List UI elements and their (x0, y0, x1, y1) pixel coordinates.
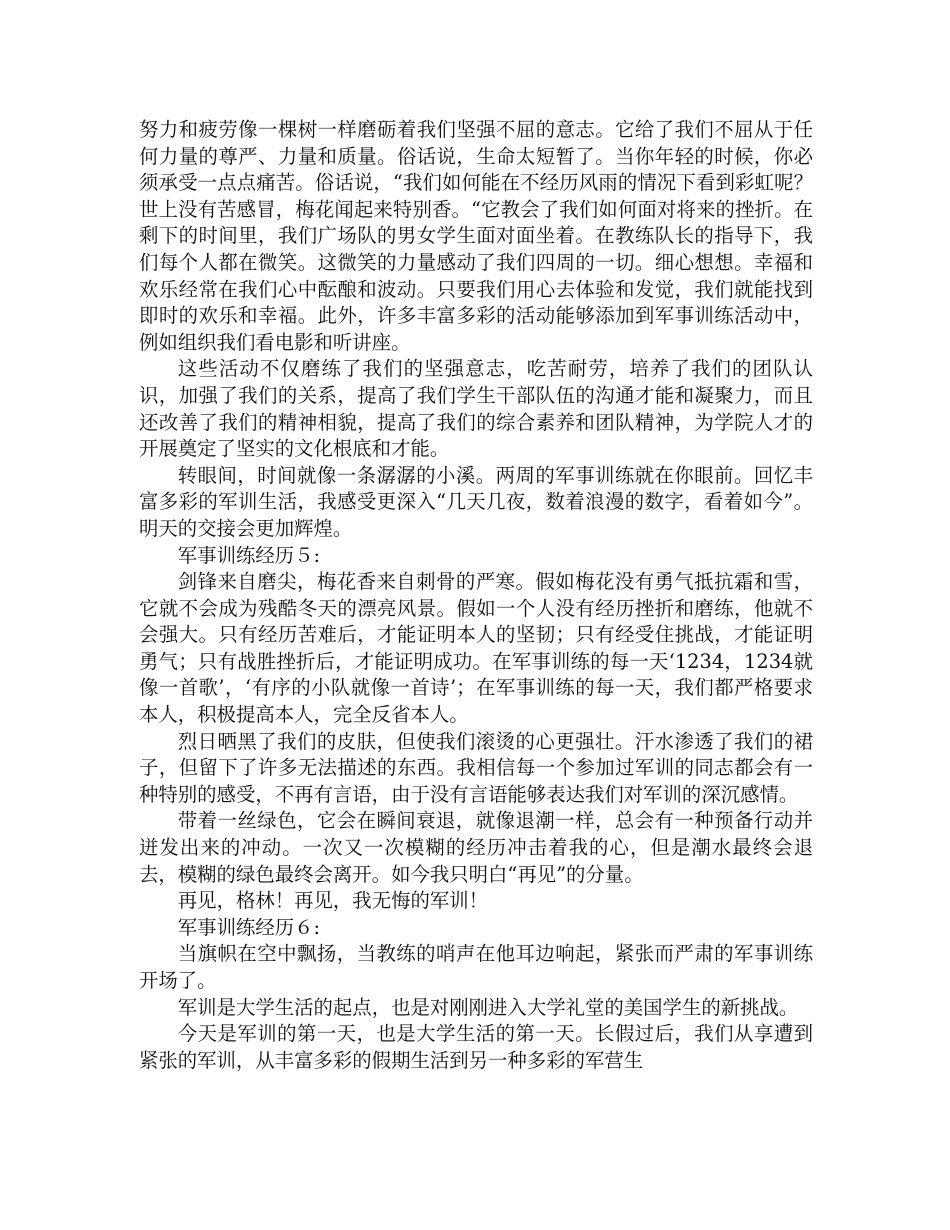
paragraph: 这些活动不仅磨练了我们的坚强意志，吃苦耐劳，培养了我们的团队认识，加强了我们的关系，提高了我们学生干部队伍的沟通才能和凝聚力，而且还改善了我们的精神相貌，提高了我们的综合素养和团队精神，为学院人才的开展奠定了坚实的文化根底和才能。 (139, 357, 813, 461)
document-page (139, 117, 813, 1074)
paragraph: 再见，格林！再见，我无悔的军训！ (177, 889, 489, 913)
paragraph: 带着一丝绿色，它会在瞬间衰退，就像退潮一样，总会有一种预备行动并迸发出来的冲动。一次又一次模糊的经历冲击着我的心，但是潮水最终会退去，模糊的绿色最终会离开。如今我只明白“再见”的分量。 (139, 809, 813, 886)
section-heading: 军事训练经历５: (177, 543, 321, 567)
section-heading: 军事训练经历６: (177, 915, 321, 939)
paragraph: 今天是军训的第一天，也是大学生活的第一天。长假过后，我们从享遭到紧张的军训，从丰富多彩的假期生活到另一种多彩的军营生 (139, 1022, 813, 1072)
paragraph: 转眼间，时间就像一条潺潺的小溪。两周的军事训练就在你眼前。回忆丰富多彩的军训生活，我感受更深入“几天几夜，数着浪漫的数字，看着如今”。明天的交接会更加辉煌。 (139, 463, 813, 540)
paragraph: 剑锋来自磨尖，梅花香来自刺骨的严寒。假如梅花没有勇气抵抗霜和雪，它就不会成为残酷冬天的漂亮风景。假如一个人没有经历挫折和磨练，他就不会强大。只有经历苦难后，才能证明本人的坚韧；只有经受住挑战，才能证明勇气；只有战胜挫折后，才能证明成功。在军事训练的每一天‘1234，1234就像一首歌’，‘有序的小队就像一首诗’；在军事训练的每一天，我们都严格要求本人，积极提高本人，完全反省本人。 (139, 570, 813, 727)
paragraph: 军训是大学生活的起点，也是对刚刚进入大学礼堂的美国学生的新挑战。 (177, 995, 799, 1019)
paragraph: 努力和疲劳像一棵树一样磨砺着我们坚强不屈的意志。它给了我们不屈从于任何力量的尊严、力量和质量。俗话说，生命太短暂了。当你年轻的时候，你必须承受一点点痛苦。俗话说，“我们如何能在不经历风雨的情况下看到彩虹呢？世上没有苦感冒，梅花闻起来特别香。“它教会了我们如何面对将来的挫折。在剩下的时间里，我们广场队的男女学生面对面坐着。在教练队长的指导下，我们每个人都在微笑。这微笑的力量感动了我们四周的一切。细心想想。幸福和欢乐经常在我们心中酝酿和波动。只要我们用心去体验和发觉，我们就能找到即时的欢乐和幸福。此外，许多丰富多彩的活动能够添加到军事训练活动中，例如组织我们看电影和听讲座。 (139, 118, 813, 354)
paragraph: 当旗帜在空中飘扬，当教练的哨声在他耳边响起，紧张而严肃的军事训练开场了。 (139, 942, 813, 992)
paragraph: 烈日晒黑了我们的皮肤，但使我们滚烫的心更强壮。汗水渗透了我们的裙子，但留下了许多无法描述的东西。我相信每一个参加过军训的同志都会有一种特别的感受，不再有言语，由于没有言语能够表达我们对军训的深沉感情。 (139, 729, 813, 806)
